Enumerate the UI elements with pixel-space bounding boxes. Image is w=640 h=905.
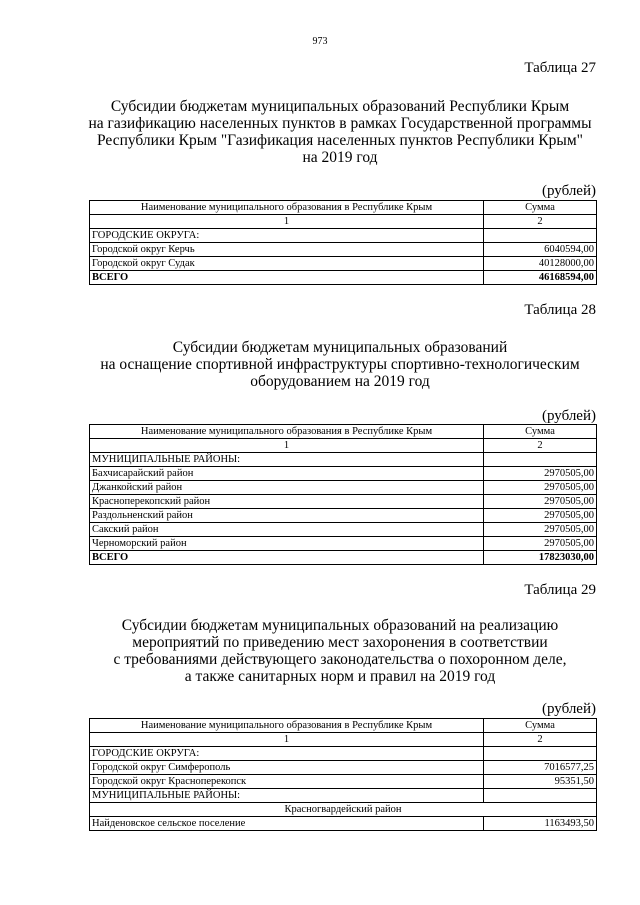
- table-row: [90, 481, 597, 495]
- row-value: [484, 453, 597, 467]
- row-value: 2970505,00: [484, 481, 597, 495]
- table-27-unit: (рублей): [541, 183, 596, 199]
- title-line: на 2019 год: [302, 149, 378, 166]
- table-row: [90, 789, 597, 803]
- table-row: [90, 775, 597, 789]
- table-27-title: [70, 98, 610, 166]
- total-label: ВСЕГО: [90, 271, 484, 285]
- row-value: 2970505,00: [484, 467, 597, 481]
- title-line: оборудованием на 2019 год: [250, 373, 430, 390]
- table-28-title: [70, 339, 610, 390]
- row-value: [484, 747, 597, 761]
- row-name: Красноперекопский район: [90, 495, 484, 509]
- title-line: Субсидии бюджетам муниципальных образований: [172, 339, 508, 356]
- col-number: 1: [90, 215, 484, 229]
- table-row: [90, 495, 597, 509]
- col-number: 1: [90, 439, 484, 453]
- table-28-unit: (рублей): [541, 408, 596, 424]
- table-29-title: [70, 617, 610, 685]
- title-line: Субсидии бюджетам муниципальных образований Республики Крым: [110, 98, 570, 115]
- table-27: [89, 200, 597, 285]
- row-name: Найденовское сельское поселение: [90, 817, 484, 831]
- table-row: [90, 509, 597, 523]
- row-name: ГОРОДСКИЕ ОКРУГА:: [90, 229, 484, 243]
- table-row: [90, 817, 597, 831]
- table-row: [90, 747, 597, 761]
- row-value: 2970505,00: [484, 509, 597, 523]
- row-value: [484, 789, 597, 803]
- total-value: 17823030,00: [484, 551, 597, 565]
- title-line: Субсидии бюджетам муниципальных образований на реализацию: [121, 617, 559, 634]
- row-value: 1163493,50: [484, 817, 597, 831]
- table-29-label: Таблица 29: [524, 582, 596, 598]
- table-row: [90, 523, 597, 537]
- table-row: [90, 453, 597, 467]
- table-row: [90, 537, 597, 551]
- title-line: Республики Крым "Газификация населенных пунктов Республики Крым": [97, 132, 583, 149]
- title-line: на газификацию населенных пунктов в рамках Государственной программы: [88, 115, 592, 132]
- row-value: 95351,50: [484, 775, 597, 789]
- row-value: 40128000,00: [484, 257, 597, 271]
- row-name: Бахчисарайский район: [90, 467, 484, 481]
- col-number-row: [90, 733, 597, 747]
- table-27-label: Таблица 27: [524, 60, 596, 76]
- col-number-row: [90, 439, 597, 453]
- table-28-label: Таблица 28: [524, 302, 596, 318]
- title-line: мероприятий по приведению мест захоронения в соответствии: [132, 634, 548, 651]
- table-row: [90, 257, 597, 271]
- row-name: Джанкойский район: [90, 481, 484, 495]
- table-29-unit: (рублей): [541, 701, 596, 717]
- table-29: [89, 718, 597, 831]
- row-name: Городской округ Судак: [90, 257, 484, 271]
- row-name: Раздольненский район: [90, 509, 484, 523]
- district-subheader: Красногвардейский район: [90, 803, 597, 817]
- col-number: 1: [90, 733, 484, 747]
- row-value: 2970505,00: [484, 495, 597, 509]
- col-number: 2: [484, 439, 597, 453]
- col-number: 2: [484, 215, 597, 229]
- row-value: 6040594,00: [484, 243, 597, 257]
- title-line: а также санитарных норм и правил на 2019 год: [184, 668, 496, 685]
- header-name: Наименование муниципального образования в Республике Крым: [90, 719, 484, 733]
- row-name: Городской округ Красноперекопск: [90, 775, 484, 789]
- total-value: 46168594,00: [484, 271, 597, 285]
- header-row: [90, 425, 597, 439]
- table-row: [90, 467, 597, 481]
- row-name: ГОРОДСКИЕ ОКРУГА:: [90, 747, 484, 761]
- col-number-row: [90, 215, 597, 229]
- row-value: 2970505,00: [484, 523, 597, 537]
- page-number: 973: [312, 36, 328, 47]
- total-row: [90, 271, 597, 285]
- row-name: МУНИЦИПАЛЬНЫЕ РАЙОНЫ:: [90, 789, 484, 803]
- row-value: 7016577,25: [484, 761, 597, 775]
- header-sum: Сумма: [484, 425, 597, 439]
- row-name: Сакский район: [90, 523, 484, 537]
- title-line: на оснащение спортивной инфраструктуры спортивно-технологическим: [100, 356, 580, 373]
- header-sum: Сумма: [484, 201, 597, 215]
- table-28: [89, 424, 597, 565]
- row-name: Черноморский район: [90, 537, 484, 551]
- table-row: [90, 243, 597, 257]
- table-row: [90, 761, 597, 775]
- header-name: Наименование муниципального образования в Республике Крым: [90, 425, 484, 439]
- total-label: ВСЕГО: [90, 551, 484, 565]
- header-sum: Сумма: [484, 719, 597, 733]
- row-name: МУНИЦИПАЛЬНЫЕ РАЙОНЫ:: [90, 453, 484, 467]
- header-row: [90, 201, 597, 215]
- header-row: [90, 719, 597, 733]
- table-row: [90, 803, 597, 817]
- col-number: 2: [484, 733, 597, 747]
- title-line: с требованиями действующего законодательства о похоронном деле,: [113, 651, 567, 668]
- table-row: [90, 229, 597, 243]
- header-name: Наименование муниципального образования в Республике Крым: [90, 201, 484, 215]
- total-row: [90, 551, 597, 565]
- row-value: 2970505,00: [484, 537, 597, 551]
- row-name: Городской округ Керчь: [90, 243, 484, 257]
- row-value: [484, 229, 597, 243]
- row-name: Городской округ Симферополь: [90, 761, 484, 775]
